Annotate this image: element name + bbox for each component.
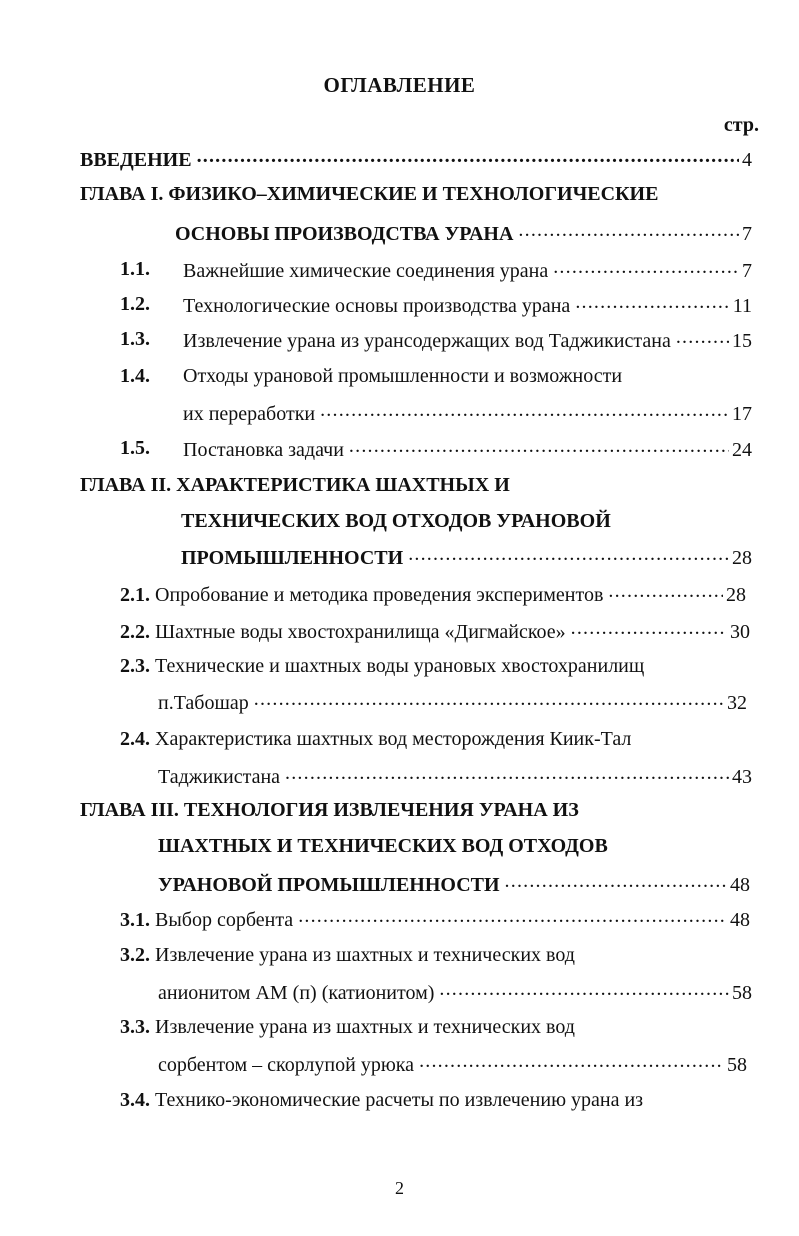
dot-leader [505,871,727,891]
toc-entry-chapter-3[interactable] [158,871,750,897]
toc-entry-label: Извлечение урана из шахтных и технических вод [155,1016,575,1038]
toc-title: ОГЛАВЛЕНИЕ [323,73,476,97]
toc-entry-1-1[interactable] [183,257,752,283]
toc-entry-page: 58 [732,982,752,1004]
toc-entry-label: их переработки [183,403,316,425]
dot-leader [676,327,729,347]
toc-entry-chapter-1[interactable] [175,220,752,246]
dot-leader [349,436,729,456]
toc-entry-3-1[interactable] [120,906,750,932]
toc-entry-intro[interactable] [80,146,752,172]
toc-entry-label: ВВЕДЕНИЕ [80,149,192,171]
dot-leader [553,257,739,277]
section-number: 1.3. [120,328,150,350]
chapter-2-heading-line2: ТЕХНИЧЕСКИХ ВОД ОТХОДОВ УРАНОВОЙ [181,510,611,532]
dot-leader [518,220,739,240]
toc-entry-page: 24 [732,439,752,461]
dot-leader [408,544,729,564]
toc-entry-3-3-line1 [120,1015,575,1039]
toc-entry-label: ПРОМЫШЛЕННОСТИ [181,547,404,569]
toc-entry-page: 48 [730,909,750,931]
toc-entry-label: ОСНОВЫ ПРОИЗВОДСТВА УРАНА [175,223,514,245]
toc-entry-label: УРАНОВОЙ ПРОМЫШЛЕННОСТИ [158,874,500,896]
chapter-3-heading-line2: ШАХТНЫХ И ТЕХНИЧЕСКИХ ВОД ОТХОДОВ [158,835,608,857]
toc-entry-2-3[interactable] [158,689,747,715]
section-number: 1.5. [120,437,150,459]
toc-entry-3-3[interactable] [158,1051,747,1077]
toc-entry-page: 58 [727,1054,747,1076]
section-number: 1.2. [120,293,150,315]
toc-entry-page: 7 [742,223,752,245]
section-number: 3.3. [120,1016,150,1038]
toc-entry-page: 28 [726,584,746,606]
dot-leader [575,292,729,312]
chapter-1-heading-line1: ГЛАВА I. ФИЗИКО–ХИМИЧЕСКИЕ И ТЕХНОЛОГИЧЕСКИЕ [80,183,659,205]
section-number: 2.1. [120,584,150,606]
section-number: 1.4. [120,365,150,387]
toc-entry-page: 4 [742,149,752,171]
toc-entry-label: сорбентом – скорлупой урюка [158,1054,415,1076]
toc-entry-2-2[interactable] [120,618,750,644]
toc-entry-page: 32 [727,692,747,714]
dot-leader [285,763,729,783]
toc-entry-page: 11 [732,295,752,317]
toc-entry-label: Шахтные воды хвостохранилища «Дигмайское» [155,621,566,643]
toc-entry-page: 15 [732,330,752,352]
toc-entry-2-4[interactable] [158,763,752,789]
page-number: 2 [395,1178,404,1198]
toc-entry-label: Технологические основы производства урана [183,295,571,317]
toc-entry-label: Технические и шахтных воды урановых хвостохранилищ [155,655,645,677]
toc-entry-page: 30 [730,621,750,643]
dot-leader [419,1051,724,1071]
page-column-label: стр. [723,114,759,136]
toc-entry-1-2[interactable] [183,292,752,318]
section-number: 2.2. [120,621,150,643]
toc-entry-page: 43 [732,766,752,788]
toc-entry-label: Постановка задачи [183,439,344,461]
section-number: 3.1. [120,909,150,931]
dot-leader [571,618,727,638]
toc-entry-2-4-line1 [120,727,631,751]
toc-entry-page: 17 [732,403,752,425]
toc-entry-label: Таджикистана [158,766,281,788]
section-number: 3.4. [120,1089,150,1111]
toc-entry-label: Важнейшие химические соединения урана [183,260,549,282]
toc-entry-label: Характеристика шахтных вод месторождения Киик-Тал [155,728,632,750]
chapter-3-heading-line1: ГЛАВА III. ТЕХНОЛОГИЯ ИЗВЛЕЧЕНИЯ УРАНА ИЗ [80,799,579,821]
toc-entry-1-5[interactable] [183,436,752,462]
toc-entry-3-4-line1[interactable] [120,1088,643,1112]
dot-leader [298,906,727,926]
toc-entry-label: п.Табошар [158,692,249,714]
toc-entry-2-3-line1 [120,654,644,678]
dot-leader [197,146,739,166]
dot-leader [439,979,729,999]
toc-entry-1-3[interactable] [183,327,752,353]
dot-leader [608,581,723,601]
toc-entry-3-2-line1 [120,943,575,967]
section-number: 2.4. [120,728,150,750]
section-number: 3.2. [120,944,150,966]
toc-entry-3-2[interactable] [158,979,752,1005]
toc-entry-label: Извлечение урана из урансодержащих вод Таджикистана [183,330,671,352]
toc-entry-label: Опробование и методика проведения экспериментов [155,584,604,606]
toc-entry-page: 48 [730,874,750,896]
toc-entry-label: Извлечение урана из шахтных и технических вод [155,944,575,966]
dot-leader [320,400,729,420]
toc-entry-label: Выбор сорбента [155,909,294,931]
toc-entry-chapter-2[interactable] [181,544,752,570]
dot-leader [254,689,724,709]
toc-entry-label: Технико-экономические расчеты по извлечению урана из [155,1089,644,1111]
toc-entry-label: анионитом АМ (п) (катионитом) [158,982,435,1004]
toc-entry-page: 28 [732,547,752,569]
toc-entry-page: 7 [742,260,752,282]
section-number: 1.1. [120,258,150,280]
chapter-2-heading-line1: ГЛАВА II. ХАРАКТЕРИСТИКА ШАХТНЫХ И [80,474,510,496]
toc-entry-2-1[interactable] [120,581,746,607]
section-number: 2.3. [120,655,150,677]
toc-entry-1-4-line1: Отходы урановой промышленности и возможности [183,365,623,387]
toc-entry-1-4[interactable] [183,400,752,426]
